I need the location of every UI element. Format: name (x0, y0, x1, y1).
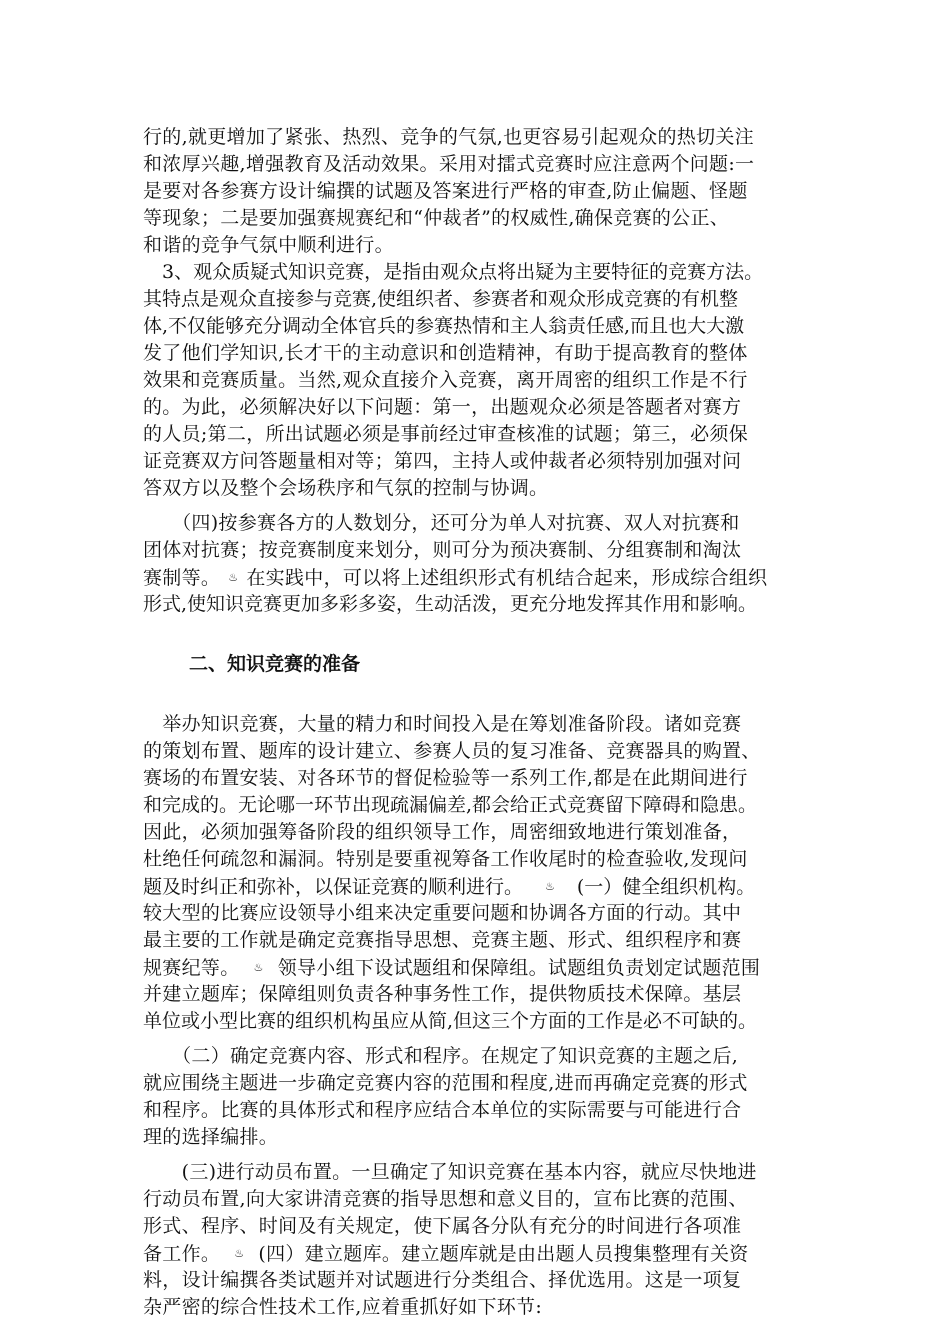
text-line: （二）确定竞赛内容、形式和程序。在规定了知识竞赛的主题之后, (143, 1045, 739, 1067)
text-line: 理的选择编排。 (143, 1126, 279, 1148)
text-line (143, 873, 823, 900)
text-line: 就应围绕主题进一步确定竞赛内容的范围和程度,进而再确定竞赛的形式 (143, 1072, 748, 1094)
text-line (143, 564, 823, 591)
text-line: 其特点是观众直接参与竞赛,使组织者、参赛者和观众形成竞赛的有机整 (143, 288, 739, 310)
text-line: 单位或小型比赛的组织机构虽应从简,但这三个方面的工作是必不可缺的。 (143, 1010, 758, 1032)
paragraph-challenge-competition (143, 124, 823, 259)
bullet-mark-icon: ♨ (228, 571, 239, 584)
text-line: 因此，必须加强筹备阶段的组织领导工作，周密细致地进行策划准备， (143, 821, 742, 843)
text-line: 举办知识竞赛，大量的精力和时间投入是在筹划准备阶段。诸如竞赛 (143, 713, 742, 735)
text-line: 证竞赛双方问答题量相对等；第四，主持人或仲裁者必须特别加强对问 (143, 450, 742, 472)
paragraph-preparation (143, 711, 823, 1035)
text-line: 杜绝任何疏忽和漏洞。特别是要重视筹备工作收尾时的检查验收,发现问 (143, 848, 748, 870)
text-fragment: 领导小组下设试题组和保障组。试题组负责划定试题范围 (277, 957, 761, 979)
text-line: 答双方以及整个会场秩序和气氛的控制与协调。 (143, 477, 549, 499)
text-fragment: (四）建立题库。建立题库就是由出题人员搜集整理有关资 (258, 1243, 749, 1265)
text-fragment: 备工作。 (143, 1243, 221, 1265)
text-fragment: 在实践中，可以将上述组织形式有机结合起来，形成综合组织 (246, 567, 768, 589)
text-fragment: 规赛纪等。 (143, 957, 240, 979)
paragraph-mobilization (143, 1159, 823, 1321)
document-page (143, 124, 823, 1321)
paragraph-audience-question-competition (143, 259, 823, 502)
text-line: （四)按参赛各方的人数划分，还可分为单人对抗赛、双人对抗赛和 (143, 512, 740, 534)
text-line: 形式、程序、时间及有关规定，使下属各分队有充分的时间进行各项准 (143, 1215, 742, 1237)
text-fragment: (一）健全组织机构。 (576, 876, 756, 898)
text-line: 的策划布置、题库的设计建立、参赛人员的复习准备、竞赛器具的购置、 (143, 740, 761, 762)
text-line: 最主要的工作就是确定竞赛指导思想、竞赛主题、形式、组织程序和赛 (143, 929, 742, 951)
text-line: 团体对抗赛；按竞赛制度来划分，则可分为预决赛制、分组赛制和淘汰 (143, 539, 742, 561)
section-heading: 二、知识竞赛的准备 (189, 653, 361, 675)
bullet-mark-icon: ♨ (545, 880, 555, 893)
bullet-mark-icon: ♨ (253, 961, 264, 974)
text-line: 和程序。比赛的具体形式和程序应结合本单位的实际需要与可能进行合 (143, 1099, 742, 1121)
text-line: 和浓厚兴趣,增强教育及活动效果。采用对擂式竞赛时应注意两个问题:一 (143, 153, 755, 175)
text-line: 体,不仅能够充分调动全体官兵的参赛热情和主人翁责任感,而且也大大激 (143, 315, 745, 337)
paragraph-participant-count (143, 510, 823, 618)
text-fragment: 题及时纠正和弥补，以保证竞赛的顺利进行。 (143, 876, 524, 898)
text-fragment: 赛制等。 (143, 567, 221, 589)
text-line: 赛场的布置安装、对各环节的督促检验等一系列工作,都是在此期间进行 (143, 767, 748, 789)
text-line: 并建立题库；保障组则负责各种事务性工作，提供物质技术保障。基层 (143, 983, 742, 1005)
text-line (143, 954, 823, 981)
text-line: 较大型的比赛应设领导小组来决定重要问题和协调各方面的行动。其中 (143, 902, 742, 924)
text-line: 形式,使知识竞赛更加多彩多姿，生动活泼，更充分地发挥其作用和影响。 (143, 593, 758, 615)
text-line: 3、观众质疑式知识竞赛，是指由观众点将出疑为主要特征的竞赛方法。 (143, 261, 764, 283)
paragraph-content-form-procedure (143, 1043, 823, 1151)
text-line: 效果和竞赛质量。当然,观众直接介入竞赛，离开周密的组织工作是不行 (143, 369, 748, 391)
text-line: 是要对各参赛方设计编撰的试题及答案进行严格的审查,防止偏题、怪题 (143, 180, 748, 202)
text-line: 和谐的竞争气氛中顺利进行。 (143, 234, 394, 256)
text-line: 发了他们学知识,长才干的主动意识和创造精神，有助于提高教育的整体 (143, 342, 748, 364)
text-line: 行动员布置,向大家讲清竞赛的指导思想和意义目的，宣布比赛的范围、 (143, 1188, 748, 1210)
text-line (143, 1240, 823, 1267)
text-line: (三)进行动员布置。一旦确定了知识竞赛在基本内容，就应尽快地进 (143, 1161, 757, 1183)
text-line: 料，设计编撰各类试题并对试题进行分类组合、择优选用。这是一项复 (143, 1269, 742, 1291)
text-line: 的人员;第二，所出试题必须是事前经过审查核准的试题；第三，必须保 (143, 423, 749, 445)
text-line: 和完成的。无论哪一环节出现疏漏偏差,都会给正式竞赛留下障碍和隐患。 (143, 794, 758, 816)
text-line: 的。为此，必须解决好以下问题：第一，出题观众必须是答题者对赛方 (143, 396, 742, 418)
bullet-mark-icon: ♨ (234, 1247, 245, 1260)
text-line: 行的,就更增加了紧张、热烈、竞争的气氛,也更容易引起观众的热切关注 (143, 126, 754, 148)
text-line: 等现象；二是要加强赛规赛纪和“仲裁者”的权威性,确保竞赛的公正、 (143, 207, 730, 229)
text-line: 杂严密的综合性技术工作,应着重抓好如下环节: (143, 1296, 543, 1318)
